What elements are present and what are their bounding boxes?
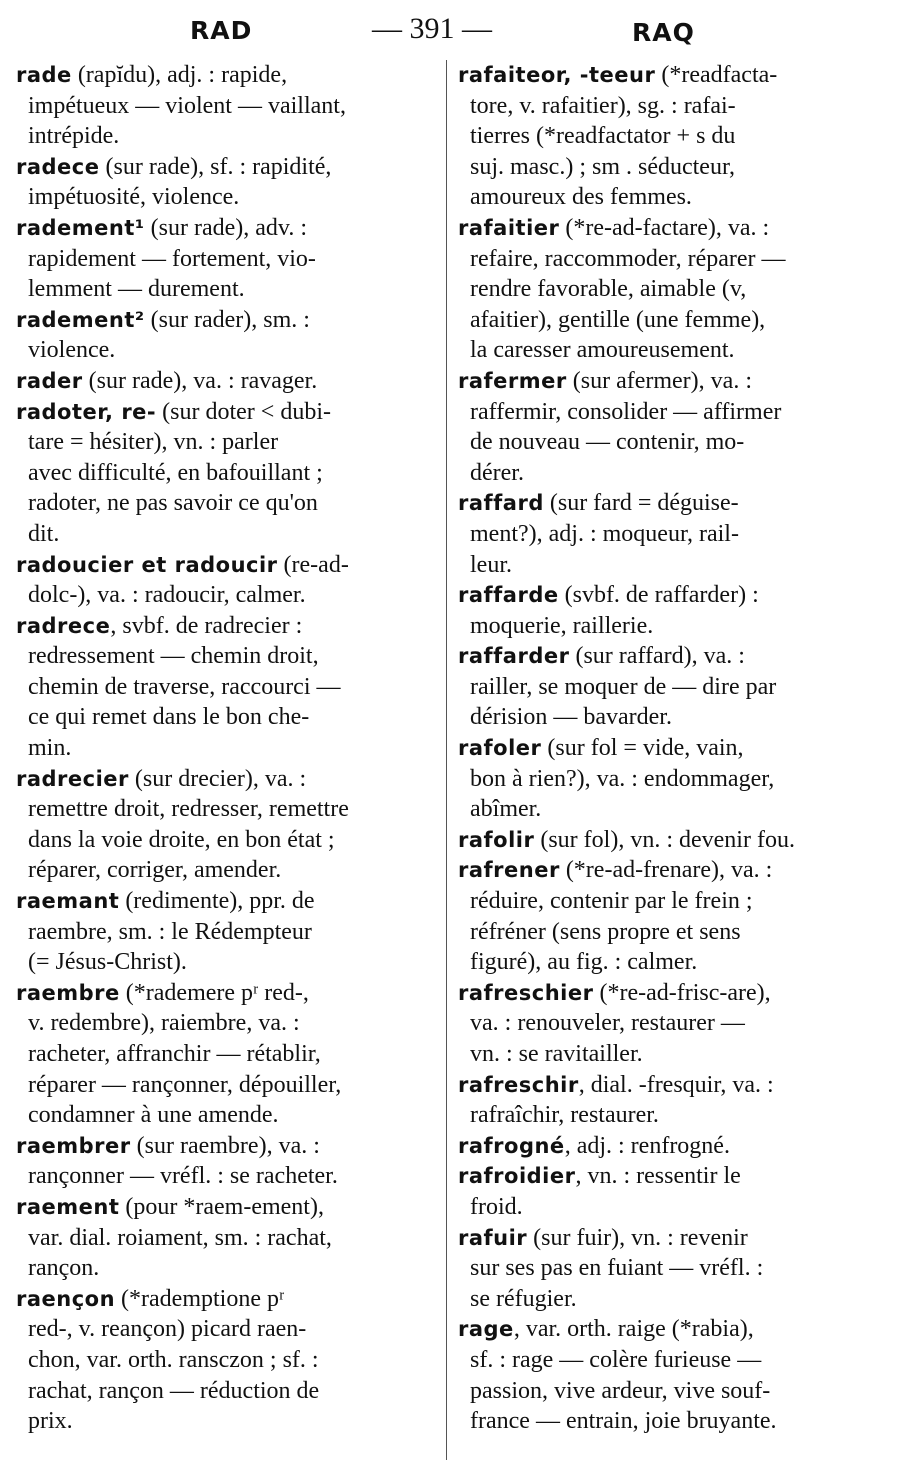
- entry-line: lemment — durement.: [28, 276, 245, 303]
- entry-line: prix.: [28, 1408, 73, 1435]
- entry-line: racheter, affranchir — rétablir,: [28, 1041, 321, 1067]
- entry-line: raffarde (svbf. de raffarder) :: [458, 582, 759, 609]
- entry-headword: rafermer: [458, 368, 567, 393]
- entry-line: rafrener (*re-ad-frenare), va. :: [458, 857, 773, 884]
- entry-headword: raffarder: [458, 644, 570, 669]
- entry-line: bon à rien?), va. : endommager,: [470, 765, 775, 792]
- entry-headword: raffarde: [458, 583, 559, 608]
- entry-line: v. redembre), raiembre, va. :: [28, 1010, 300, 1037]
- entry-line: rade (rapĭdu), adj. : rapide,: [16, 62, 288, 88]
- entry-line: radement¹ (sur rade), adv. :: [16, 214, 307, 241]
- right-column: [458, 60, 876, 1437]
- entry-line: raement (pour *raem-ement),: [16, 1193, 324, 1220]
- dictionary-entry: [458, 366, 876, 488]
- dictionary-entry: [458, 1131, 876, 1162]
- dictionary-entry: [458, 1070, 876, 1131]
- entry-line: refaire, raccommoder, réparer —: [470, 245, 786, 272]
- column-divider: [446, 60, 447, 1460]
- entry-line: la caresser amoureusement.: [470, 337, 735, 364]
- entry-line: min.: [28, 735, 72, 762]
- entry-line: radement² (sur rader), sm. :: [16, 306, 310, 333]
- dictionary-entry: [16, 366, 434, 397]
- entry-line: rançonner — vréfl. : se racheter.: [28, 1163, 338, 1190]
- entry-line: rafroidier, vn. : ressentir le: [458, 1163, 741, 1190]
- entry-line: tare = hésiter), vn. : parler: [28, 429, 279, 456]
- entry-line: raençon (*rademptione pʳ: [16, 1285, 285, 1312]
- entry-line: var. dial. roiament, sm. : rachat,: [28, 1224, 332, 1251]
- entry-line: chon, var. orth. ransczon ; sf. :: [28, 1346, 319, 1373]
- entry-line: impétueux — violent — vaillant,: [28, 92, 346, 119]
- entry-line: raffarder (sur raffard), va. :: [458, 643, 745, 670]
- entry-headword: rafrogné: [458, 1133, 565, 1158]
- entry-line: chemin de traverse, raccourci —: [28, 673, 341, 700]
- dictionary-entry: [16, 1192, 434, 1284]
- entry-line: radrecier (sur drecier), va. :: [16, 765, 307, 792]
- entry-line: rafaiteor, -teeur (*readfacta-: [458, 62, 778, 88]
- entry-line: raembre, sm. : le Rédempteur: [28, 918, 312, 945]
- entry-line: rachat, rançon — réduction de: [28, 1377, 320, 1404]
- entry-line: rafreschir, dial. -fresquir, va. :: [458, 1071, 774, 1098]
- entry-headword: radrecier: [16, 766, 129, 791]
- entry-line: radrece, svbf. de radrecier :: [16, 612, 303, 639]
- entry-line: réparer — rançonner, dépouiller,: [28, 1071, 342, 1098]
- entry-headword: rafrener: [458, 858, 560, 883]
- dictionary-entry: [458, 1223, 876, 1315]
- dictionary-entry: [16, 305, 434, 366]
- entry-line: redressement — chemin droit,: [28, 643, 319, 670]
- entry-line: raffard (sur fard = déguise-: [458, 490, 739, 517]
- entry-headword: radoter, re-: [16, 399, 157, 424]
- entry-line: rage, var. orth. raige (*rabia),: [458, 1316, 754, 1343]
- entry-headword: raement: [16, 1194, 120, 1219]
- entry-headword: rafroidier: [458, 1164, 576, 1189]
- dictionary-entry: [16, 213, 434, 305]
- entry-line: rafraîchir, restaurer.: [470, 1102, 659, 1129]
- entry-line: se réfugier.: [470, 1285, 577, 1312]
- entry-line: dolc-), va. : radoucir, calmer.: [28, 582, 306, 609]
- entry-line: dérision — bavarder.: [470, 704, 672, 731]
- dictionary-entry: [16, 611, 434, 764]
- entry-line: réfréner (sens propre et sens: [470, 918, 741, 945]
- entry-line: condamner à une amende.: [28, 1102, 279, 1129]
- dictionary-entry: [458, 1314, 876, 1436]
- entry-line: rafuir (sur fuir), vn. : revenir: [458, 1224, 748, 1251]
- entry-line: radoter, ne pas savoir ce qu'on: [28, 490, 318, 517]
- entry-line: tore, v. rafaitier), sg. : rafai-: [470, 92, 736, 119]
- entry-headword: radrece: [16, 613, 111, 638]
- dictionary-entry: [458, 978, 876, 1070]
- dictionary-entry: [458, 60, 876, 213]
- entry-headword: rafreschir: [458, 1072, 579, 1097]
- dictionary-entry: [16, 1131, 434, 1192]
- header-right-guideword: RAQ: [632, 18, 695, 47]
- entry-line: moquerie, raillerie.: [470, 612, 654, 639]
- entry-line: rader (sur rade), va. : ravager.: [16, 367, 318, 394]
- page-number: — 391 —: [372, 12, 492, 45]
- entry-headword: raffard: [458, 491, 544, 516]
- entry-headword: rafolir: [458, 827, 535, 852]
- entry-line: radoter, re- (sur doter < dubi-: [16, 398, 331, 425]
- entry-line: remettre droit, redresser, remettre: [28, 796, 349, 823]
- dictionary-entry: [16, 764, 434, 886]
- dictionary-entry: [16, 886, 434, 978]
- entry-headword: radement²: [16, 307, 145, 332]
- entry-line: ment?), adj. : moqueur, rail-: [470, 520, 739, 547]
- entry-line: raembre (*rademere pʳ red-,: [16, 979, 309, 1006]
- entry-line: amoureux des femmes.: [470, 184, 692, 211]
- entry-line: sf. : rage — colère furieuse —: [470, 1346, 762, 1373]
- dictionary-entry: [16, 978, 434, 1131]
- entry-line: (= Jésus-Christ).: [28, 949, 187, 976]
- entry-line: rafreschier (*re-ad-frisc-are),: [458, 979, 771, 1006]
- entry-line: rafermer (sur afermer), va. :: [458, 367, 752, 394]
- dictionary-entry: [458, 641, 876, 733]
- entry-line: radece (sur rade), sf. : rapidité,: [16, 153, 332, 180]
- entry-line: figuré), au fig. : calmer.: [470, 949, 698, 976]
- entry-line: railler, se moquer de — dire par: [470, 673, 777, 700]
- entry-headword: raembre: [16, 980, 120, 1005]
- dictionary-entry: [458, 855, 876, 977]
- entry-headword: rade: [16, 63, 72, 87]
- entry-headword: rader: [16, 368, 83, 393]
- dictionary-entry: [458, 1161, 876, 1222]
- entry-line: violence.: [28, 337, 116, 364]
- left-column: [16, 60, 434, 1437]
- entry-line: france — entrain, joie bruyante.: [470, 1408, 777, 1435]
- entry-line: suj. masc.) ; sm . séducteur,: [470, 153, 735, 180]
- dictionary-entry: [16, 1284, 434, 1437]
- entry-line: passion, vive ardeur, vive souf-: [470, 1377, 771, 1404]
- entry-line: rafoler (sur fol = vide, vain,: [458, 735, 744, 762]
- header-left-guideword: RAD: [190, 16, 253, 45]
- dictionary-entry: [16, 60, 434, 152]
- entry-headword: radement¹: [16, 215, 145, 240]
- entry-headword: rafuir: [458, 1225, 528, 1250]
- entry-line: dérer.: [470, 459, 524, 486]
- dictionary-entry: [16, 397, 434, 550]
- entry-line: ce qui remet dans le bon che-: [28, 704, 310, 731]
- entry-headword: rafreschier: [458, 980, 594, 1005]
- entry-line: impétuosité, violence.: [28, 184, 240, 211]
- dictionary-entry: [458, 580, 876, 641]
- entry-line: raembrer (sur raembre), va. :: [16, 1132, 320, 1159]
- dictionary-entry: [458, 488, 876, 580]
- entry-line: va. : renouveler, restaurer —: [470, 1010, 745, 1037]
- entry-line: de nouveau — contenir, mo-: [470, 429, 745, 456]
- entry-headword: radoucier et radoucir: [16, 552, 278, 577]
- entry-line: leur.: [470, 551, 512, 578]
- dictionary-entry: [16, 550, 434, 611]
- entry-line: rafaitier (*re-ad-factare), va. :: [458, 214, 770, 241]
- dictionary-entry: [458, 213, 876, 366]
- entry-line: rapidement — fortement, vio-: [28, 245, 316, 272]
- entry-line: sur ses pas en fuiant — vréfl. :: [470, 1255, 764, 1282]
- entry-line: abîmer.: [470, 796, 542, 823]
- entry-headword: rafoler: [458, 736, 542, 761]
- entry-line: rafrogné, adj. : renfrogné.: [458, 1132, 730, 1159]
- entry-line: dit.: [28, 520, 60, 547]
- entry-headword: rafaiteor, -teeur: [458, 63, 656, 87]
- dictionary-entry: [458, 733, 876, 825]
- entry-headword: raençon: [16, 1286, 116, 1311]
- entry-line: vn. : se ravitailler.: [470, 1041, 643, 1067]
- page-header: [0, 10, 897, 50]
- entry-line: froid.: [470, 1193, 523, 1220]
- entry-headword: raemant: [16, 889, 120, 914]
- entry-headword: raembrer: [16, 1133, 131, 1158]
- entry-line: radoucier et radoucir (re-ad-: [16, 551, 349, 578]
- entry-line: raemant (redimente), ppr. de: [16, 888, 315, 915]
- entry-line: rendre favorable, aimable (v,: [470, 276, 747, 303]
- entry-line: dans la voie droite, en bon état ;: [28, 826, 335, 853]
- dictionary-entry: [458, 825, 876, 856]
- entry-line: rafolir (sur fol), vn. : devenir fou.: [458, 826, 795, 853]
- entry-line: raffermir, consolider — affirmer: [470, 398, 782, 425]
- entry-line: red-, v. reançon) picard raen-: [28, 1316, 307, 1343]
- entry-line: afaitier), gentille (une femme),: [470, 306, 766, 333]
- entry-headword: rafaitier: [458, 215, 560, 240]
- entry-line: réduire, contenir par le frein ;: [470, 888, 753, 915]
- entry-line: avec difficulté, en bafouillant ;: [28, 459, 323, 486]
- entry-line: intrépide.: [28, 123, 120, 150]
- entry-line: rançon.: [28, 1255, 100, 1282]
- entry-headword: rage: [458, 1317, 514, 1342]
- entry-line: tierres (*readfactator + s du: [470, 123, 736, 150]
- dictionary-entry: [16, 152, 434, 213]
- entry-line: réparer, corriger, amender.: [28, 857, 282, 884]
- entry-headword: radece: [16, 154, 100, 179]
